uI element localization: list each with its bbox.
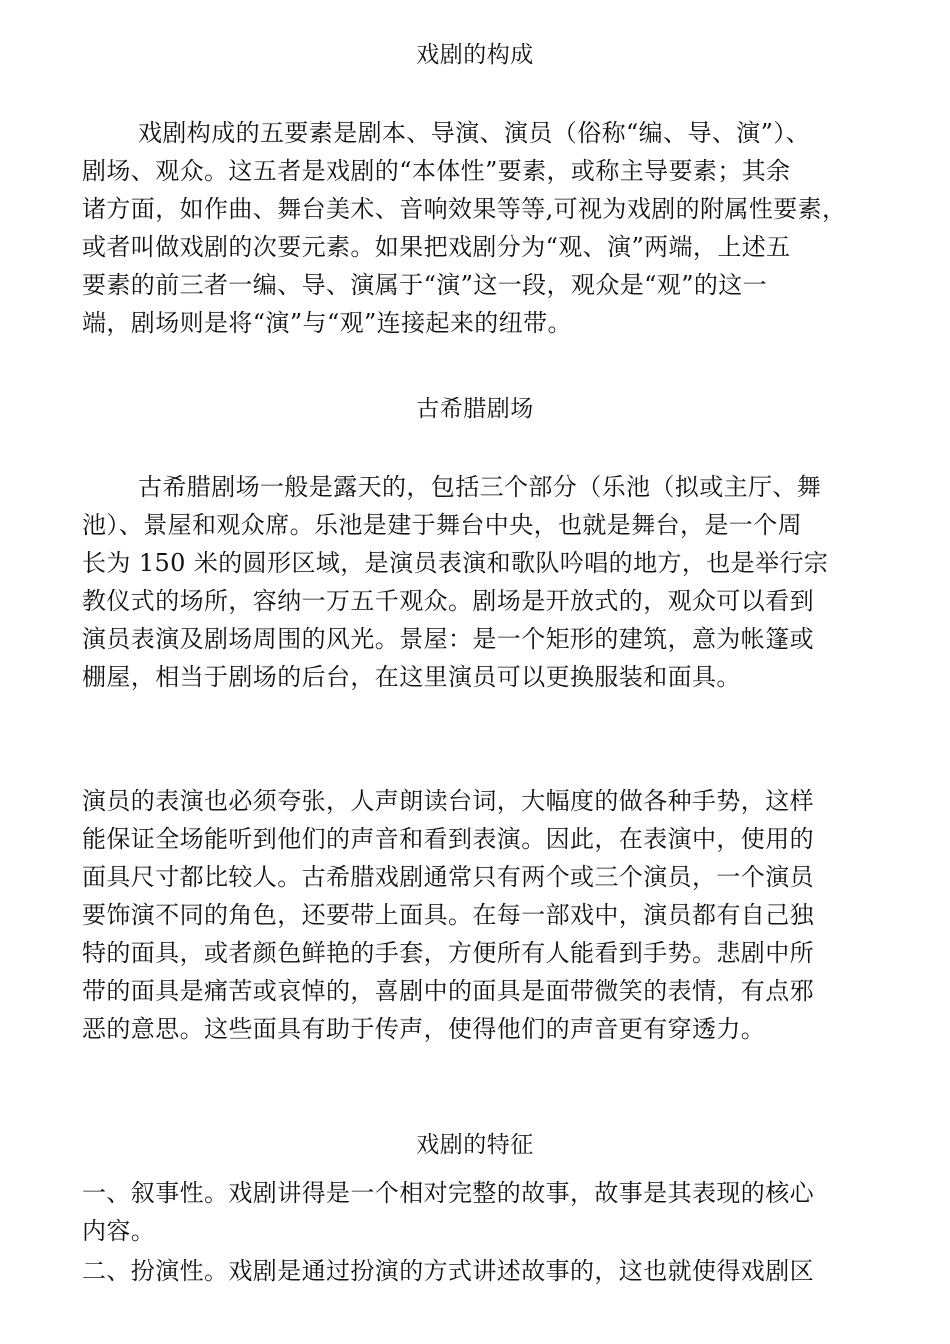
paragraph-line: 剧场、观众。这五者是戏剧的“本体性”要素，或称主导要素；其余 — [82, 157, 791, 185]
section-title-greek-theatre: 古希腊剧场 — [416, 396, 534, 422]
paragraph-line: 特的面具，或者颜色鲜艳的手套，方便所有人能看到手势。悲剧中所 — [82, 939, 814, 967]
paragraph-line: 二、扮演性。戏剧是通过扮演的方式讲述故事的，这也就使得戏剧区 — [82, 1257, 814, 1285]
paragraph-line: 内容。 — [82, 1217, 156, 1245]
section-title-composition: 戏剧的构成 — [416, 42, 534, 68]
paragraph-line: 端，剧场则是将“演”与“观”连接起来的纽带。 — [82, 309, 572, 337]
paragraph-line: 池）、景屋和观众席。乐池是建于舞台中央，也就是舞台，是一个周 — [82, 511, 802, 539]
paragraph-line: 长为 150 米的圆形区域，是演员表演和歌队吟唱的地方，也是举行宗 — [82, 549, 829, 577]
paragraph-line: 要饰演不同的角色，还要带上面具。在每一部戏中，演员都有自己独 — [82, 901, 814, 929]
paragraph-line: 带的面具是痛苦或哀悼的，喜剧中的面具是面带微笑的表情，有点邪 — [82, 977, 814, 1005]
paragraph-line: 古希腊剧场一般是露天的，包括三个部分（乐池（拟或主厅、舞 — [138, 473, 822, 501]
paragraph-line: 或者叫做戏剧的次要元素。如果把戏剧分为“观、演”两端，上述五 — [82, 233, 791, 261]
paragraph-line: 面具尺寸都比较人。古希腊戏剧通常只有两个或三个演员，一个演员 — [82, 863, 814, 891]
paragraph-line: 能保证全场能听到他们的声音和看到表演。因此，在表演中，使用的 — [82, 825, 814, 853]
paragraph-line: 戏剧构成的五要素是剧本、导演、演员（俗称“编、导、演”）、 — [138, 119, 811, 147]
paragraph-line: 恶的意思。这些面具有助于传声，使得他们的声音更有穿透力。 — [82, 1015, 766, 1043]
paragraph-line: 演员的表演也必须夸张，人声朗读台词，大幅度的做各种手势，这样 — [82, 787, 814, 815]
paragraph-line: 教仪式的场所，容纳一万五千观众。剧场是开放式的，观众可以看到 — [82, 587, 814, 615]
paragraph-line: 棚屋，相当于剧场的后台，在这里演员可以更换服装和面具。 — [82, 663, 741, 691]
paragraph-line: 要素的前三者一编、导、演属于“演”这一段，观众是“观”的这一 — [82, 271, 768, 299]
paragraph-line: 诸方面，如作曲、舞台美术、音响效果等等,可视为戏剧的附属性要素， — [82, 195, 847, 223]
section-title-features: 戏剧的特征 — [416, 1132, 534, 1158]
paragraph-line: 一、叙事性。戏剧讲得是一个相对完整的故事，故事是其表现的核心 — [82, 1179, 814, 1207]
paragraph-line: 演员表演及剧场周围的风光。景屋：是一个矩形的建筑，意为帐篷或 — [82, 625, 814, 653]
